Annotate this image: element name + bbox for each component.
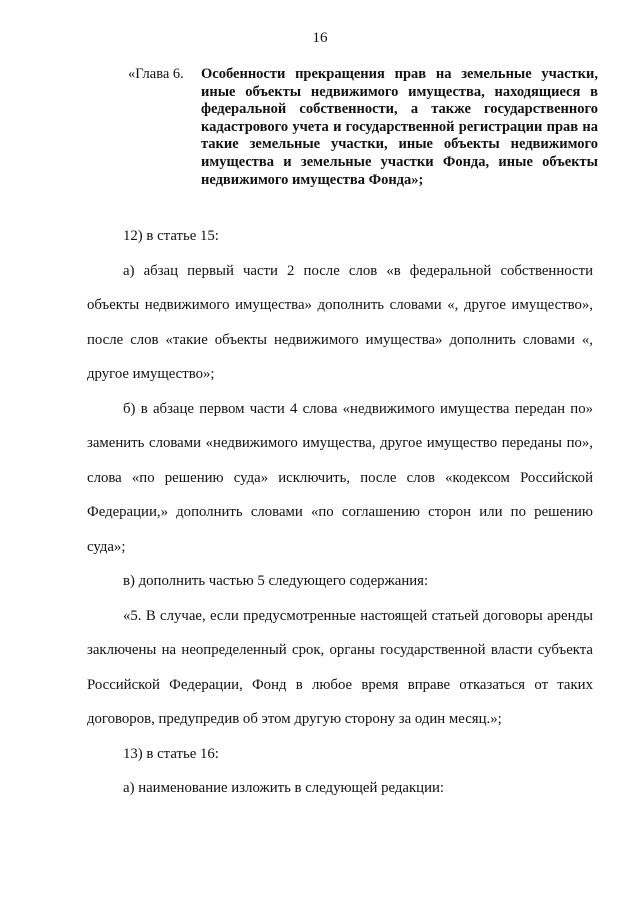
- paragraph-part-5: «5. В случае, если предусмотренные настоящей статьей договоры аренды заключены на неопределенный срок, органы государственной власти субъекта Российской Федерации, Фонд в любое время вправе отказаться от таких договоров, предупредив об этом другую сторону за один месяц.»;: [87, 607, 593, 727]
- paragraph-15b: б) в абзаце первом части 4 слова «недвижимого имущества передан по» заменить словами «недвижимого имущества, другое имущество переданы по», слова «по решению суда» исключить, после слов «кодексом Российской Федерации,» дополнить словами «по соглашению сторон или по решению суда»;: [87, 400, 593, 555]
- chapter-title: Особенности прекращения прав на земельные участки, иные объекты недвижимого имущества, находящиеся в федеральной собственности, а также государственного кадастрового учета и государственной регистрации прав на такие земельные участки, иные объекты недвижимого имущества и земельные участки Фонда, иные объекты недвижимого имущества Фонда»;: [201, 66, 598, 188]
- paragraph-15v: в) дополнить частью 5 следующего содержания:: [123, 573, 429, 589]
- paragraph-15a: а) абзац первый части 2 после слов «в федеральной собственности объекты недвижимого имущества» дополнить словами «, другое имущество», после слов «такие объекты недвижимого имущества» дополнить словами «, другое имущество»;: [87, 262, 593, 382]
- page-number: 16: [312, 30, 328, 46]
- paragraph-article-16: 13) в статье 16:: [123, 745, 219, 762]
- paragraph-article-15: 12) в статье 15:: [123, 228, 219, 244]
- chapter-prefix: «Глава 6.: [128, 66, 184, 82]
- chapter-heading: [128, 66, 598, 189]
- paragraph-16a: а) наименование изложить в следующей редакции:: [123, 780, 445, 796]
- document-body: [87, 219, 593, 806]
